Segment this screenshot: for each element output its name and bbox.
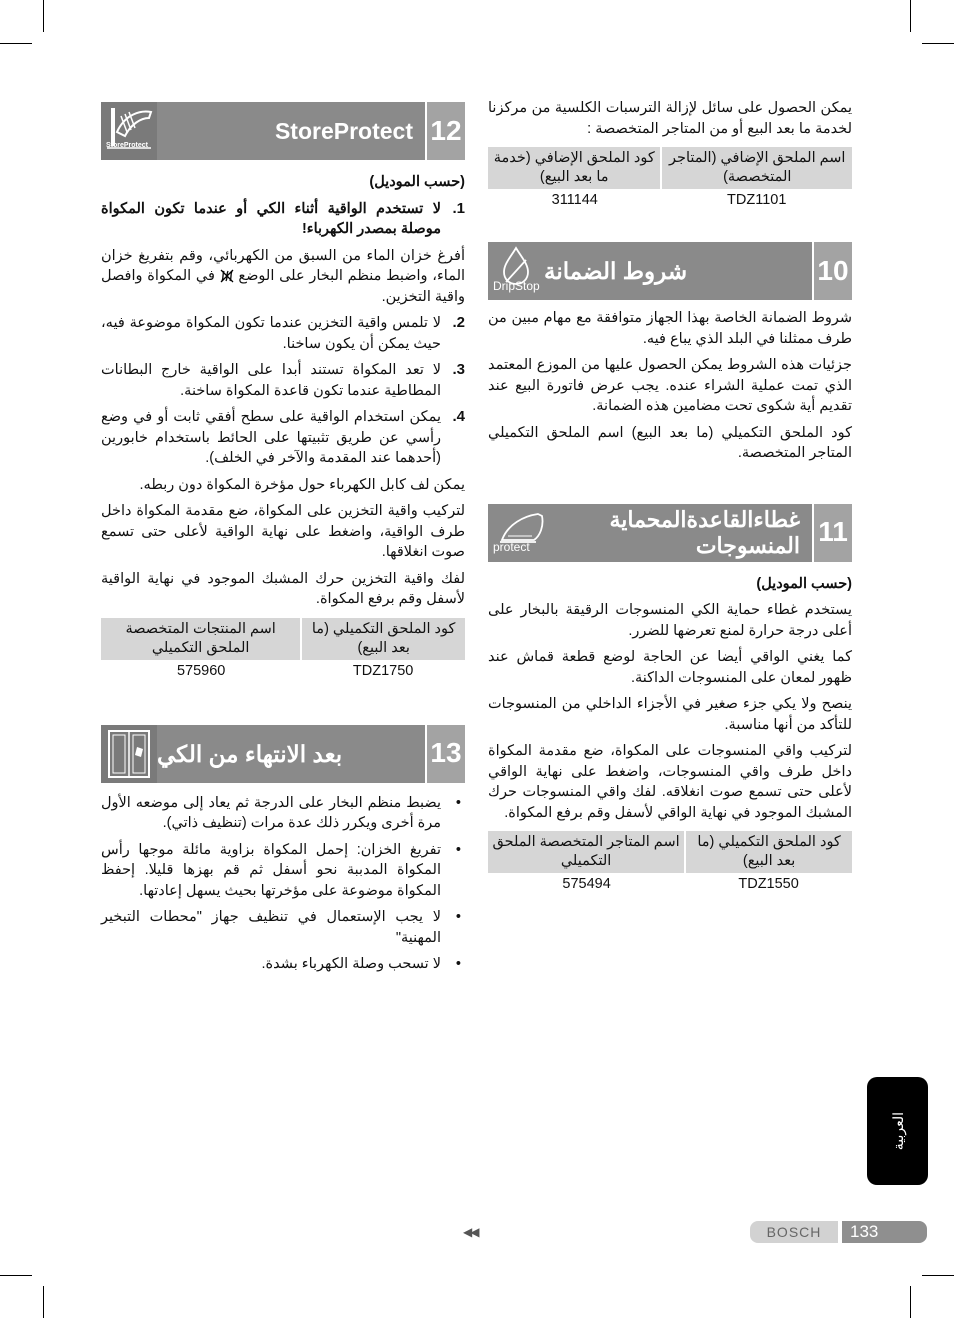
- table-header: اسم الملحق الإضافي (المتاجر المتخصصة): [661, 147, 852, 189]
- crop-mark: [0, 1275, 32, 1276]
- paragraph: أفرغ خزان الماء من السبق من الكهربائي، وقم بتفريغ خزان الماء، واضبط منظم البخار على الوضع في المكواة وافصل واقية التخزين.: [101, 247, 466, 305]
- crop-mark: [910, 0, 911, 32]
- paragraph: يمكن الحصول على سائل لإزالة الترسبات الكلسية من مركزنا لخدمة ما بعد البيع أو من المتاجر المتخصصة :: [488, 100, 852, 137]
- paragraph: يمكن لف كابل الكهرباء حول مؤخرة المكواة دون ربطه.: [139, 476, 465, 493]
- section-header-12: [101, 102, 465, 160]
- accessory-table: [101, 618, 465, 683]
- paragraph: لتركيب واقية التخزين على المكواة، ضع مقدمة المكواة داخل طرف الواقية، واضغط على نهاية الواقية لأعلى حتى تسمع صوت انغلاقها.: [101, 503, 465, 560]
- section-number-13: 13: [425, 725, 465, 783]
- section-title-12: StoreProtect: [274, 118, 413, 144]
- paragraph: كود الملحق التكميلي (ما بعد البيع) اسم الملحق التكميلي المتاجر المتخصصة.: [488, 424, 852, 461]
- item-text: لا تعد المكواة تستند أبدا على الواقية خارج البطانات المطاطية عندما تكون قاعدة المكواة ساخنة.: [101, 362, 441, 399]
- crop-mark: [910, 1286, 911, 1318]
- item-text: لا تستخدم الواقية أثناء الكي أو عندما تكون المكواة موصلة بمصدر الكهرباء!: [101, 200, 441, 237]
- section-header-10: [488, 242, 852, 300]
- table-header: اسم المنتجات المتخصصة الملحق التكميلي: [101, 618, 301, 660]
- crop-mark: [43, 1286, 44, 1318]
- page-number: 133: [842, 1221, 927, 1243]
- numbered-list: [101, 199, 465, 240]
- section-title-11: غطاءالقاعدةالمحماية المنسوجات: [609, 506, 800, 558]
- storeprotect-icon: [101, 102, 157, 160]
- list-item: • لا يجب الإستعمال في تنظيف جهاز "محطات التبخير المهنية": [101, 907, 465, 948]
- dripstop-icon: [488, 242, 544, 300]
- item-number: 4.: [452, 408, 465, 425]
- item-number: 3.: [452, 361, 465, 378]
- storeprotect-icon-caption: StoreProtect: [106, 141, 149, 149]
- numbered-list: [101, 313, 465, 469]
- paragraph: لفك واقية التخزين حرك المشبك الموجود في نهاية الواقية لأسفل وقم برفع المكواة.: [101, 570, 465, 607]
- page-footer: [750, 1221, 927, 1243]
- table-header: كود الملحق الإضافي (خدمة ما بعد البيع): [488, 147, 661, 189]
- table-header: كود الملحق التكميلي (ما بعد البيع): [301, 618, 465, 660]
- paragraph: ينصح ولا يكي جزء صغير في الأجزاء الداخلي من المنسوجات للتأكد من أنها مناسبة.: [488, 696, 852, 733]
- paragraph: يستخدم غطاء حماية الكي المنسوجات الرقيقة بالبخار على أعلى درجة حرارة لمنع تعرضها للضرر.: [488, 602, 852, 639]
- item-text: يمكن استخدام الواقية على سطح أفقي ثابت أو في وضع رأسي عن طريق تثبيتها على الحائط باستخدام خابورين (أحدهما عند المقدمة والآخر في الخلف).: [101, 409, 441, 466]
- item-text: لا تلمس واقية التخزين عندما تكون المكواة موضوعة فيه، حيث يمكن أن يكون ساخنا.: [101, 315, 441, 352]
- protect-icon-caption: protect: [493, 540, 530, 554]
- paragraph: لتركيب واقي المنسوجات على المكواة، ضع مقدمة المكواة داخل طرف واقي المنسوجات، واضغط على نهاية الواقي لأعلى حتى تسمع صوت انغلاقه. لفك واقي المنسوجات حرك المشبك الموجود في نهاية الواقي لأسفل وقم برفع المكواة.: [488, 743, 852, 821]
- section-subtitle: (حسب الموديل): [369, 174, 465, 190]
- table-cell: TDZ1550: [738, 876, 799, 892]
- section-number-11: 11: [812, 504, 852, 562]
- list-item: • يضبط منظم البخار على الدرجة ثم يعاد إلى موضعه الأول مرة أخرى ويكرر ذلك عدة مرات (تنظيف ذاتي).: [101, 793, 465, 834]
- table-cell: 311144: [551, 192, 598, 208]
- table-cell: 575494: [562, 876, 611, 892]
- page-nav-arrows: [463, 1221, 477, 1243]
- item-number: 2.: [452, 314, 465, 331]
- list-item: [101, 199, 465, 240]
- section-number-12: 12: [425, 102, 465, 160]
- section-header-13: [101, 725, 465, 783]
- language-tab: [867, 1077, 928, 1185]
- section-header-11: [488, 504, 852, 562]
- steam-off-icon: [220, 269, 234, 283]
- bullet-list: [101, 793, 465, 975]
- back-arrows-icon: ◀◀: [463, 1225, 478, 1239]
- crop-mark: [922, 1275, 954, 1276]
- paragraph: جزئيات هذه الشروط يمكن الحصول عليها من الموزع المعتمد الذي تمت عملية الشراء عنده. يجب عرض فاتورة البيع عند تقديم أية شكوى تحت مضامين هذه الضمانة.: [488, 357, 852, 414]
- list-item: [101, 313, 465, 354]
- list-item: [101, 360, 465, 401]
- accessory-table: [488, 831, 852, 896]
- table-cell: TDZ1750: [352, 662, 414, 679]
- section-subtitle: (حسب الموديل): [756, 575, 852, 592]
- table-cell: 575960: [176, 662, 226, 679]
- table-header: كود الملحق التكميلي (ما بعد البيع): [685, 831, 852, 873]
- list-item: [101, 407, 465, 469]
- language-tab-label: العربية: [889, 1111, 906, 1151]
- table-header: اسم المتاجر المتخصصة الملحق التكميلي: [488, 831, 685, 873]
- table-cell: TDZ1101: [727, 192, 787, 208]
- crop-mark: [43, 0, 44, 32]
- item-number: 1.: [452, 199, 465, 217]
- crop-mark: [0, 43, 32, 44]
- list-item: • تفريغ الخزان: إحمل المكواة بزاوية مائلة موجها رأس المكواة المدببة نحو أسفل ثم قم بهزها قليلا. إحفظ المكواة موضوعة على مؤخرتها بحيث يسهل إعادتها.: [101, 840, 465, 902]
- protect-sole-icon: [488, 504, 568, 562]
- paragraph: كما يغني الواقي أيضا عن الحاجة لوضع قطعة قماش عند ظهور لمعان على المنسوجات الداكنة.: [488, 649, 852, 686]
- list-item: • لا تسحب وصلة الكهرباء بشدة.: [101, 954, 465, 975]
- accessory-table: [488, 147, 852, 212]
- wardrobe-icon: [101, 725, 157, 783]
- section-title-10: شروط الضمانة: [544, 258, 688, 284]
- section-title-13: بعد الانتهاء من الكي: [157, 740, 343, 767]
- paragraph: شروط الضمانة الخاصة بهذا الجهاز متوافقة مع مهام مبين من طرف ممثلنا في البلد الذي يباع فيه.: [488, 310, 852, 347]
- dripstop-icon-caption: DripStop: [493, 278, 540, 293]
- crop-mark: [922, 43, 954, 44]
- left-column: [101, 102, 465, 981]
- section-number-10: 10: [812, 242, 852, 300]
- brand-label: BOSCH: [750, 1221, 838, 1243]
- right-column: [488, 98, 852, 902]
